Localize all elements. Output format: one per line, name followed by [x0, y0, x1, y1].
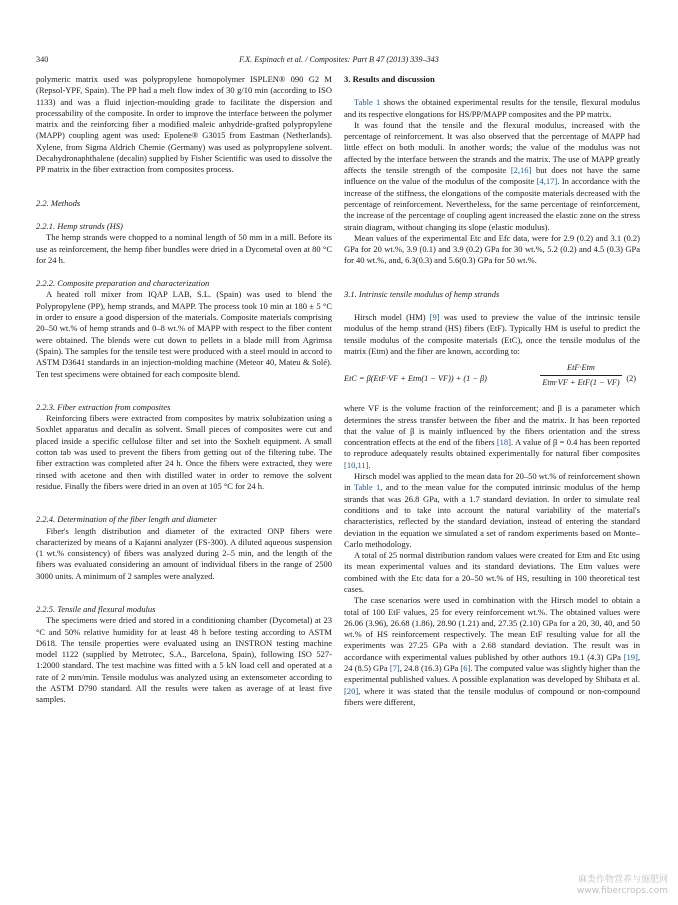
where-paragraph: where VF is the volume fraction of the reinforcement; and β is a parameter which determines the stress transfer between the fiber and the matrix. It has been reported that the value of β is mainly influenced by the fibers orientation and the stress concentration effects at the end of the fibers [18]. A value of β = 0.4 has been reported to reproduce adequately results obtained experimentally for natural fiber composites [10,11].	[344, 403, 640, 470]
hirsch-equation	[344, 360, 640, 398]
ref-link[interactable]: [7]	[389, 663, 400, 674]
ref-link[interactable]: [19]	[623, 651, 638, 662]
case-scenarios-paragraph: The case scenarios were used in combination with the Hirsch model to obtain a total of 100 EtF values, 25 for every reinforcement wt.%. The obtained values were 26.06 (3.96), 26.68 (1.86), 28.90 (1.21) and, 27.35 (2.10) GPa for a 20, 30, 40, and 50 wt.% of HS reinforcement respectively. The mean EtF resulting value for all the experiments was 27.25 GPa with a 2.68 standard deviation. The result was in accordance with experimental values published by other authors 19.1 (4.3) GPa [19], 24 (8.5) GPa [7], 24.8 (16.3) GPa [6]. The computed value was slightly higher than the experimental published values. A possible explanation was developed by Shibata et al. [20], where it was stated that the tensile modulus of compound or non-compound fibers were different,	[344, 595, 640, 707]
methods-heading: 2.2. Methods	[36, 197, 81, 208]
ref-link[interactable]: [9]	[429, 312, 440, 323]
equation-denominator: Etm·VF + EtF(1 − VF)	[542, 377, 620, 387]
results-paragraph-1: Table 1 shows the obtained experimental results for the tensile, flexural modulus and its respective elongations for HS/PP/MAPP composites and the PP matrix.	[344, 97, 640, 119]
section-223-text: Reinforcing fibers were extracted from composites by matrix solubization using a Soxhlet apparatus and decalin as solvent. Small pieces of composites were cut and placed inside a specific cellulose filter and set into the Soxhelt equipment. A small cotton tab was used to prevent the fibers from getting out of the filtering tube. The fiber extraction was completed after 24 h. Once the fibers were extracted, they were rinsed with acetone and then with distilled water in order to remove the solvent residue. Finally the fibers were dried in an oven at 105 °C for 24 h.	[36, 413, 332, 491]
ref-link[interactable]: [18]	[496, 437, 511, 448]
equation-lhs: EtC = β(EtF·VF + Etm(1 − VF)) + (1 − β)	[344, 374, 487, 384]
page-number: 340	[36, 55, 49, 64]
section-31-heading: 3.1. Intrinsic tensile modulus of hemp strands	[344, 288, 500, 299]
results-heading: 3. Results and discussion	[344, 74, 435, 84]
equation-numerator: EtF·Etm	[540, 362, 622, 375]
intro-paragraph: polymeric matrix used was polypropylene homopolymer ISPLEN® 090 G2 M (Repsol-YPF, Spain). The PP had a melt flow index of 30 g/10 min (according to ISO 1133) and was a fluid injection-moulding grade to facilitate the dispersion and processability of the composite. In order to improve the interface between the polymer matrix and the reinforcing fiber a modified maleic anhydride-grafted polypropylene (MAPP) coupling agent was used: Epolene® G3015 from Eastman (Netherlands). Xylene, from Sigma Aldrich Chemie (Germany) was used as polypropylene solvent. Decahydronaphthalene (decalin) supplied by Fisher Scientific was used to dissolve the PP matrix in the fiber extraction from composites process.	[36, 74, 332, 175]
ref-link[interactable]: [2,16]	[510, 165, 532, 176]
running-head	[36, 55, 642, 69]
ref-link[interactable]: [6]	[460, 663, 471, 674]
equation-number: (2)	[626, 374, 636, 384]
monte-carlo-paragraph: Hirsch model was applied to the mean data for 20–50 wt.% of reinforcement shown in Table 1, and to the mean value for the computed intrinsic modulus of the hemp strands that was 26.8 GPa, with a 1.7 standard deviation. In order to simulate real conditions and to take into account the natural variability of the material's characteristics, reflected by the standard deviation, instead of entering the standard deviation in the equation we simulated a set of random experiments based on Monte–Carlo methodology.	[344, 471, 640, 549]
section-224-heading: 2.2.4. Determination of the fiber length and diameter	[36, 514, 217, 525]
section-224-text: Fiber's length distribution and diameter of the extracted ONP fibers were characterized by means of a Kajanni analyzer (FS-300). A diluted aqueous suspension (1 wt.% consistency) of fibers was analyzed during 2–5 min, and the length of the fibers was evaluated considering an amount of individual fibers in the range of 2500 3000 units. A minimum of 2 samples were analyzed.	[36, 525, 332, 581]
random-values-paragraph: A total of 25 normal distribution random values were created for Etm and Etc using its mean experimental values and its standard deviations. The Etm values were combined with the Etc data for a 20–50 wt.% of HS, resulting in 100 theoretical test cases.	[344, 550, 640, 594]
table-1-link[interactable]: Table 1	[354, 97, 381, 108]
right-column	[344, 74, 640, 708]
section-223-heading: 2.2.3. Fiber extraction from composites	[36, 401, 171, 412]
ref-link[interactable]: [4,17]	[536, 176, 558, 187]
ref-link[interactable]: [10,11]	[344, 459, 369, 470]
section-221-heading: 2.2.1. Hemp strands (HS)	[36, 220, 123, 231]
table-1-link[interactable]: Table 1	[353, 482, 381, 493]
section-225-heading: 2.2.5. Tensile and flexural modulus	[36, 603, 156, 614]
left-column	[36, 74, 332, 706]
equation-fraction	[540, 362, 622, 388]
ref-link[interactable]: [20]	[344, 685, 359, 696]
section-222-heading: 2.2.2. Composite preparation and characterization	[36, 278, 210, 289]
results-paragraph-2: It was found that the tensile and the flexural modulus, increased with the percentage of reinforcement. It was also observed that the percentage of MAPP had little effect on both moduli. In another words; the value of the modulus was not affected by the interface between the strands and the matrix. The use of MAPP greatly affects the tensile strength of the composite [2,16] but does not have the same influence on the value of the modulus of the composite [4,17]. In accordance with the increase of the stiffness, the elongations of the composite materials decreased with the percentage of reinforcement. Nevertheless, for the same percentage of reinforcement, the increase of the percentage of coupling agent increased the elastic zone on the stress strain diagram, without changing its slope (elastic modulus).	[344, 119, 641, 232]
section-222-text: A heated roll mixer from IQAP LAB, S.L. (Spain) was used to blend the Polypropylene (PP), hemp strands, and MAPP. The process took 10 min at 180 ± 5 °C in order to ensure a good dispersion of the materials. Composite materials comprising 20–50 wt.% of hemp strands and 0–8 wt.% of MAPP with respect to the fiber content were obtained. The blends were cut down to pellets in a blade mill from Agrimsa (Spain). The samples for the tensile test were produced with a steel mould in accord to ASTM D3641 standards in an injection-molding machine (Meteor 40, Mateu & Solé). Ten test specimens were obtained for each composite blend.	[36, 289, 332, 379]
results-paragraph-3: Mean values of the experimental Etc and Efc data, were for 2.9 (0.2) and 3.1 (0.2) GPa for 20 wt.%, 3.9 (0.1) and 3.9 (0.2) GPa for 30 wt.%, 5.2 (0.2) and 4.5 (0.3) GPa for 40 wt.%, and, 6.3(0.3) and 5.6(0.3) GPa for 50 wt.%.	[344, 232, 640, 266]
journal-citation: F.X. Espinach et al. / Composites: Part B 47 (2013) 339–343	[239, 55, 439, 64]
hirsch-paragraph: Hirsch model (HM) [9] was used to preview the value of the intrinsic tensile modulus of the hemp strand (HS) fibers (EtF). Typically HM is useful to predict the tensile modulus of the composite materials (EtC), once the tensile modulus of the matrix (Etm) and the fiber are known, according to:	[344, 312, 641, 356]
site-watermark: 麻类作物营养与施肥网 www.fibercrops.com	[577, 875, 668, 896]
section-225-text: The specimens were dried and stored in a conditioning chamber (Dycometal) at 23 °C and 50% relative humidity for at least 48 h before testing according to ASTM D618. The tensile properties were evaluated using an INSTRON testing machine model 1122 (supplied by Metrotec, S.A., Barcelona, Spain), following ISO 527-1:2000 standard. The test machine was fitted with a 5 kN load cell and operated at a rate of 2 mm/min. Tensile modulus was analyzed using an extensometer according to the ASTM D790 standard. All the results were taken as average of at least five samples.	[36, 615, 332, 705]
section-221-text: The hemp strands were chopped to a nominal length of 50 mm in a mill. Before its use as reinforcement, the hemp fiber bundles were dried in a Dycometal oven at 80 °C for 24 h.	[36, 232, 332, 265]
